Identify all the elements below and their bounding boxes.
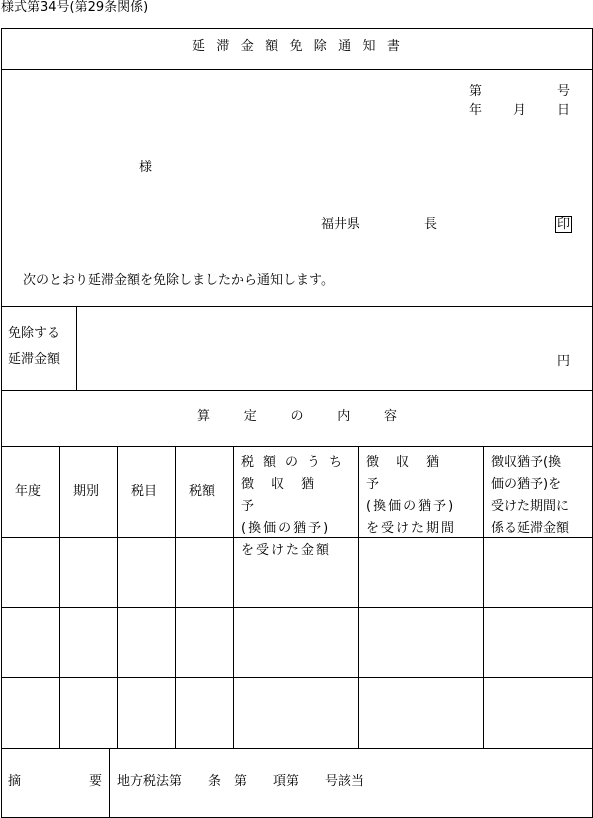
header-tax-item: 税目 bbox=[131, 484, 158, 499]
header-penalty-amount-line4: 係る延滞金額 bbox=[491, 521, 570, 536]
col-divider-2 bbox=[117, 446, 118, 748]
calc-title-char-4: 容 bbox=[383, 409, 397, 424]
title-char-2: 金 bbox=[240, 39, 254, 54]
header-period: 期別 bbox=[73, 484, 100, 499]
table-bottom-divider bbox=[1, 748, 593, 749]
title-char-3: 額 bbox=[265, 39, 279, 54]
remarks-text: 地方税法第 条 第 項第 号該当 bbox=[117, 774, 365, 789]
table-row-divider-1 bbox=[1, 607, 593, 608]
col-divider-6 bbox=[483, 446, 484, 748]
frame-left bbox=[1, 28, 2, 817]
remarks-label-right: 要 bbox=[89, 774, 103, 789]
col-divider-5 bbox=[358, 446, 359, 748]
header-deferred-amount-line3: (換価の猶予) bbox=[241, 521, 331, 536]
title-char-4: 免 bbox=[289, 39, 303, 54]
header-penalty-amount-line2: 価の猶予)を bbox=[491, 477, 562, 492]
title-char-1: 滞 bbox=[216, 39, 230, 54]
header-deferred-period-line3: を受けた期間 bbox=[366, 521, 457, 536]
addressee-suffix: 様 bbox=[139, 160, 153, 175]
doc-number-dai: 第 bbox=[469, 84, 483, 99]
header-deferred-amount bbox=[241, 452, 353, 562]
amount-unit: 円 bbox=[557, 354, 571, 369]
remarks-divider bbox=[109, 748, 110, 817]
header-year: 年度 bbox=[15, 484, 42, 499]
calc-title bbox=[197, 410, 397, 423]
doc-number-go: 号 bbox=[557, 84, 571, 99]
notice-text: 次のとおり延滞金額を免除しましたから通知します。 bbox=[23, 273, 334, 288]
calc-title-char-3: 内 bbox=[337, 409, 351, 424]
seal-mark: 印 bbox=[557, 217, 571, 232]
header-deferred-period-line2: (換価の猶予) bbox=[366, 499, 456, 514]
header-penalty-amount-line3: 受けた期間に bbox=[491, 499, 570, 514]
col-divider-1 bbox=[59, 446, 60, 748]
title-char-7: 知 bbox=[362, 39, 376, 54]
header-tax-amount: 税額 bbox=[189, 484, 216, 499]
header-deferred-amount-line1: 税額のうち bbox=[241, 455, 352, 470]
header-deferred-amount-line2: 徴収猶予 bbox=[241, 477, 332, 514]
calc-title-divider bbox=[1, 446, 593, 447]
title-char-8: 書 bbox=[386, 39, 400, 54]
amount-label-line1: 免除する bbox=[8, 326, 61, 341]
remarks-label-left: 摘 bbox=[8, 774, 22, 789]
form-number: 様式第34号(第29条関係) bbox=[1, 0, 149, 15]
calc-title-char-1: 定 bbox=[243, 409, 257, 424]
table-header-divider bbox=[1, 537, 593, 538]
issuer-title: 長 bbox=[424, 217, 438, 232]
date-day: 日 bbox=[557, 103, 571, 118]
amount-label-divider bbox=[76, 306, 77, 390]
title-char-0: 延 bbox=[192, 39, 206, 54]
calc-title-char-0: 算 bbox=[197, 409, 211, 424]
title-char-6: 通 bbox=[338, 39, 352, 54]
header-deferred-period bbox=[366, 452, 478, 540]
issuer-prefecture: 福井県 bbox=[321, 217, 361, 232]
header-deferred-amount-line4: を受けた金額 bbox=[241, 543, 332, 558]
date-year: 年 bbox=[469, 103, 483, 118]
calc-title-char-2: の bbox=[290, 409, 304, 424]
amount-label-line2: 延滞金額 bbox=[8, 352, 61, 367]
date-month: 月 bbox=[513, 103, 527, 118]
document-title bbox=[192, 40, 400, 53]
header-penalty-amount-line1: 徴収猶予(換 bbox=[491, 455, 562, 470]
amount-divider bbox=[1, 390, 593, 391]
title-divider bbox=[1, 69, 593, 70]
header-deferred-period-line1: 徴収猶予 bbox=[366, 455, 457, 492]
header-penalty-amount bbox=[491, 452, 591, 540]
col-divider-3 bbox=[175, 446, 176, 748]
table-row-divider-2 bbox=[1, 677, 593, 678]
body-divider bbox=[1, 306, 593, 307]
frame-top bbox=[1, 28, 593, 29]
title-char-5: 除 bbox=[313, 39, 327, 54]
col-divider-4 bbox=[233, 446, 234, 748]
